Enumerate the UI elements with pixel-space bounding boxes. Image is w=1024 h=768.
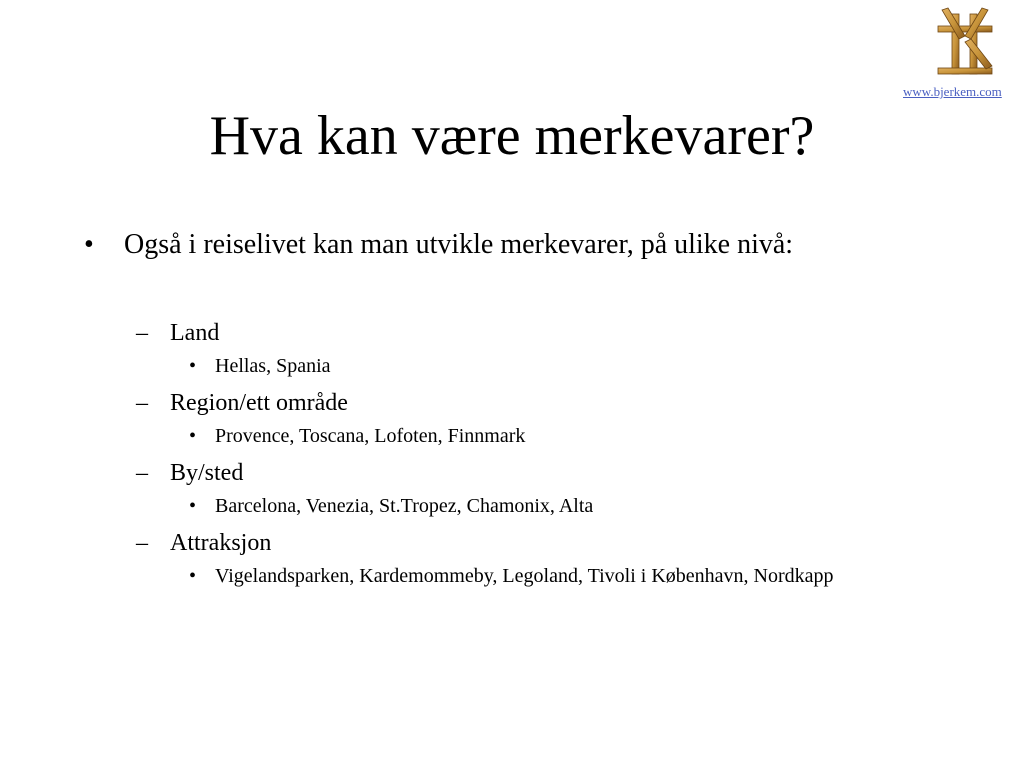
dash-mark: – — [136, 460, 148, 486]
slide-title: Hva kan være merkevarer? — [209, 105, 815, 167]
examples-text: Barcelona, Venezia, St.Tropez, Chamonix, Alta — [215, 495, 594, 517]
level-label: Land — [170, 320, 220, 346]
dash-mark: – — [136, 390, 148, 416]
bullet-mark: • — [189, 355, 197, 377]
level-item-by-sted — [84, 458, 924, 488]
level-examples-land — [84, 353, 924, 379]
examples-text: Vigelandsparken, Kardemommeby, Legoland, Tivoli i København, Nordkapp — [215, 565, 834, 587]
dash-mark: – — [136, 320, 148, 346]
level-item-region — [84, 388, 924, 418]
level-label: Attraksjon — [170, 530, 272, 556]
level-item-land — [84, 318, 924, 348]
dash-mark: – — [136, 530, 148, 556]
bullet-mark: • — [189, 495, 197, 517]
level-examples-region — [84, 423, 924, 449]
bjerkem-rune-logo-icon — [932, 6, 998, 78]
level-examples-by-sted — [84, 493, 924, 519]
bullet-mark: • — [84, 229, 94, 260]
bullet-mark: • — [189, 425, 197, 447]
level-label: Region/ett område — [170, 390, 348, 416]
level-examples-attraksjon — [84, 563, 924, 589]
slide-body — [84, 228, 924, 589]
intro-bullet — [84, 228, 924, 262]
logo-url-link[interactable]: www.bjerkem.com — [903, 84, 1002, 99]
intro-text: Også i reiselivet kan man utvikle merkevarer, på ulike nivå: — [124, 229, 794, 260]
level-label: By/sted — [170, 460, 244, 486]
examples-text: Provence, Toscana, Lofoten, Finnmark — [215, 425, 526, 447]
bullet-mark: • — [189, 565, 197, 587]
examples-text: Hellas, Spania — [215, 355, 331, 377]
level-item-attraksjon — [84, 528, 924, 558]
